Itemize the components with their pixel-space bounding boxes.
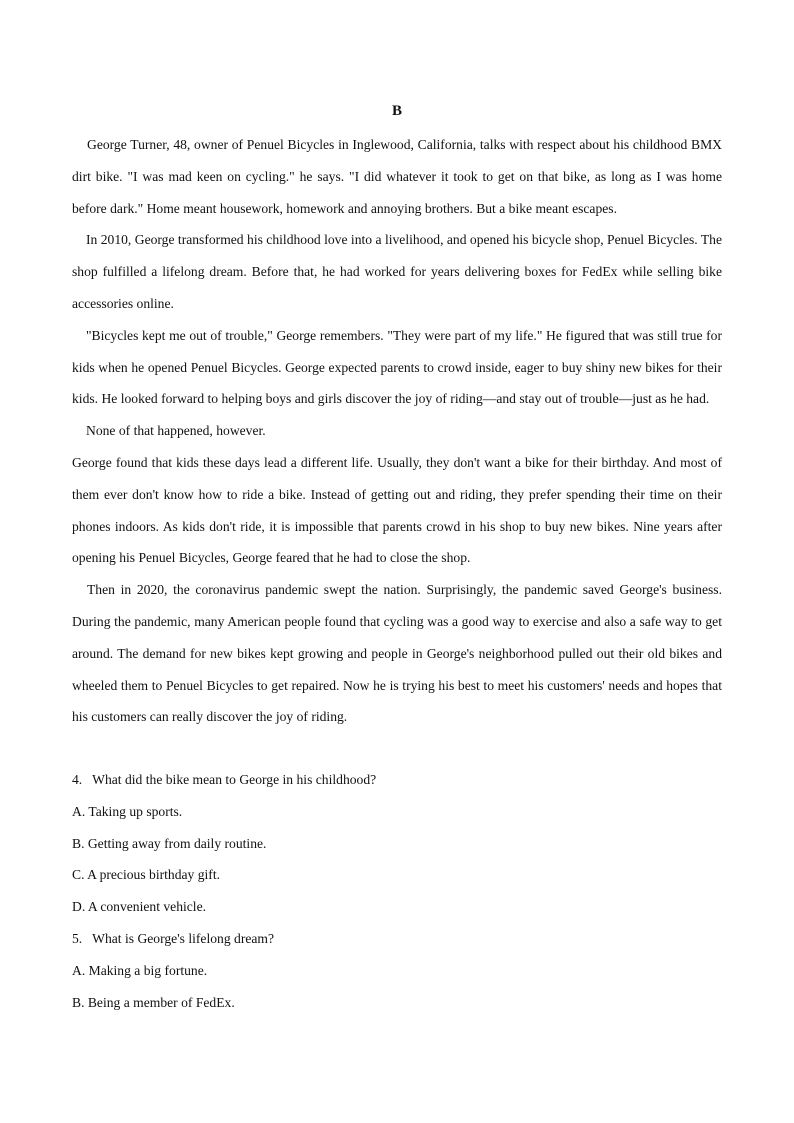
answer-option: B. Being a member of FedEx. xyxy=(72,994,235,1010)
question-stem: 4. What did the bike mean to George in his childhood? xyxy=(72,772,377,787)
passage-paragraph-3: "Bicycles kept me out of trouble," George remembers. "They were part of my life." He figured that was still true for kids when he opened Penuel Bicycles. George expected parents to crowd inside, eager to buy shiny new bikes for their kids. He looked forward to helping boys and girls discover the joy of riding—and stay out of trouble—just as he had. xyxy=(72,327,722,407)
answer-option: A. Making a big fortune. xyxy=(72,962,208,978)
section-title: B xyxy=(391,103,402,119)
answer-option: A. Taking up sports. xyxy=(72,803,183,819)
reading-passage xyxy=(72,129,722,733)
question-stem: 5. What is George's lifelong dream? xyxy=(72,930,275,946)
question-4 xyxy=(72,764,722,923)
passage-paragraph-4: None of that happened, however. xyxy=(86,423,266,439)
question-list xyxy=(72,764,722,1018)
answer-option: C. A precious birthday gift. xyxy=(72,867,221,883)
passage-paragraph-6: Then in 2020, the coronavirus pandemic swept the nation. Surprisingly, the pandemic saved George's business. During the pandemic, many American people found that cycling was a good way to exercise and also a safe way to get around. The demand for new bikes kept growing and people in George's neighborhood pulled out their old bikes and wheeled them to Penuel Bicycles to get repaired. Now he is trying his best to meet his customers' needs and hopes that his customers can really discover the joy of riding. xyxy=(72,582,722,725)
passage-paragraph-5: George found that kids these days lead a different life. Usually, they don't want a bike for their birthday. And most of them ever don't know how to ride a bike. Instead of getting out and riding, they prefer spending their time on their phones indoors. As kids don't ride, it is impossible that parents crowd in his shop to buy new bikes. Nine years after opening his Penuel Bicycles, George feared that he had to close the shop. xyxy=(72,454,722,566)
passage-paragraph-1: George Turner, 48, owner of Penuel Bicycles in Inglewood, California, talks with respect about his childhood BMX dirt bike. "I was mad keen on cycling." he says. "I did whatever it took to get on that bike, as long as I was home before dark." Home meant housework, homework and annoying brothers. But a bike meant escapes. xyxy=(72,137,722,216)
passage-paragraph-2: In 2010, George transformed his childhood love into a livelihood, and opened his bicycle shop, Penuel Bicycles. The shop fulfilled a lifelong dream. Before that, he had worked for years delivering boxes for FedEx while selling bike accessories online. xyxy=(72,232,722,311)
answer-option: B. Getting away from daily routine. xyxy=(72,835,267,851)
question-5 xyxy=(72,923,722,1018)
answer-option: D. A convenient vehicle. xyxy=(72,899,207,915)
